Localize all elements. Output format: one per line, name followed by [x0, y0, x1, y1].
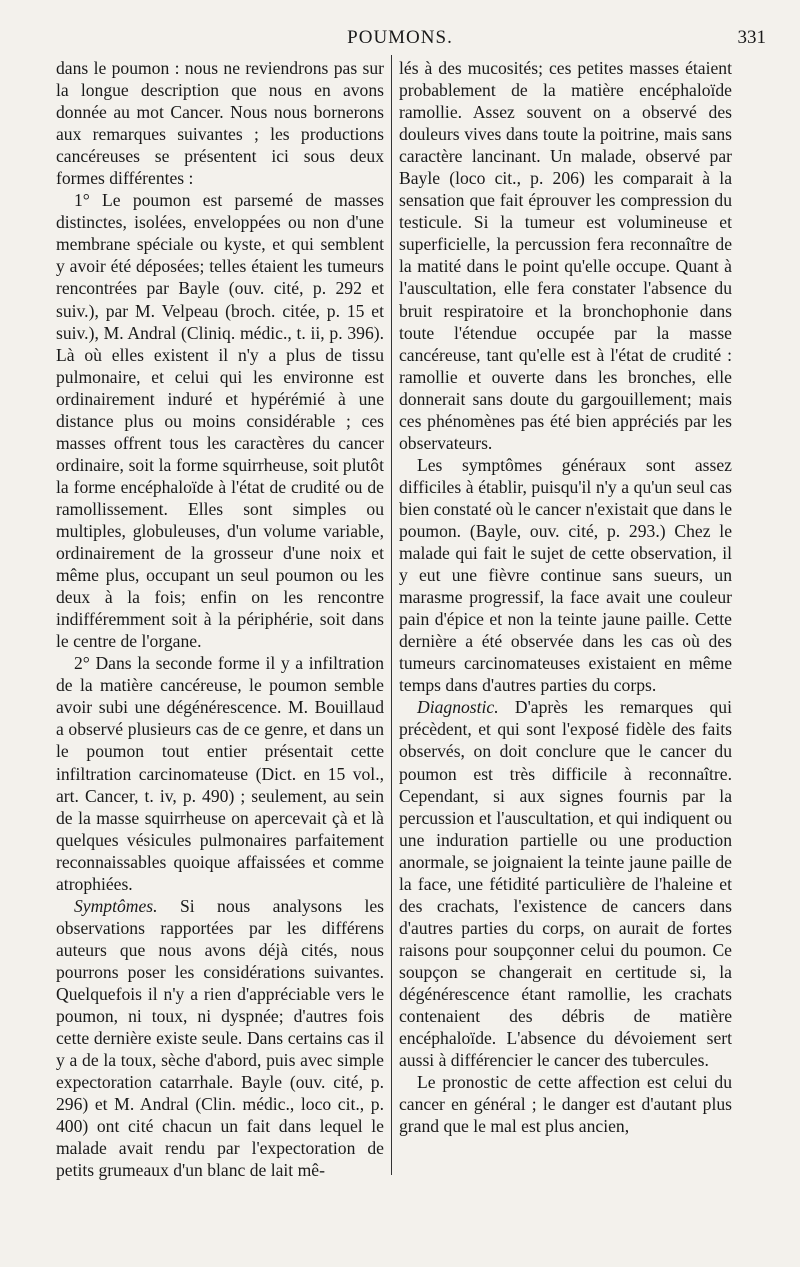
paragraph — [399, 696, 732, 1071]
paragraph: Le pronostic de cette affection est celui du cancer en général ; le danger est d'autant plus grand que le mal est plus ancien, — [399, 1072, 732, 1137]
paragraph-text: D'après les remarques qui précèdent, et qui sont l'exposé fidèle des faits observés, on doit conclure que le cancer du poumon est très difficile à reconnaître. Cependant, si aux signes fournis par la percussion et l'auscultation, et qui indiquent ou une induration partielle ou une production anormale, se joignaient la teinte jaune paille de la face, une fétidité particulière de l'haleine et des crachats, l'existence de cancers dans d'autres parties du corps, on aurait de fortes raisons pour soupçonner celui du poumon. Ce soupçon se changerait en certitude si, la dégénérescence étant ramollie, les crachats contenaient des débris de matière encéphaloïde. L'absence du dévoiement sert aussi à différencier le cancer des tubercules. — [399, 697, 732, 1071]
section-heading: Diagnostic. — [417, 697, 499, 718]
paragraph-text: Si nous analysons les observations rapportées par les différens auteurs que nous avons déjà cités, nous pourrons poser les considérations suivantes. Quelquefois il n'y a rien d'appréciable vers le poumon, ni toux, ni dyspnée; d'autres fois cette dernière existe seule. Dans certains cas il y a de la toux, sèche d'abord, puis avec simple expectoration catarrhale. Bayle (ouv. cité, p. 296) et M. Andral (Clin. médic., loco cit., p. 400) ont cité chacun un fait dans lequel le malade avait rendu par l'expectoration de petits grumeaux d'un blanc de lait mê- — [56, 895, 384, 1181]
column-divider — [391, 55, 392, 1175]
page-number: 331 — [737, 27, 766, 48]
paragraph: 1° Le poumon est parsemé de masses distinctes, isolées, enveloppées ou non d'une membrane spéciale ou kyste, et qui semblent y avoir été déposées; telles étaient les tumeurs rencontrées par Bayle (ouv. cité, p. 292 et suiv.), par M. Velpeau (broch. citée, p. 15 et suiv.), M. Andral (Cliniq. médic., t. ii, p. 396). Là où elles existent il n'y a plus de tissu pulmonaire, et celui qui les environne est ordinairement induré et hypérémié à une distance plus ou moins considérable ; ces masses offrent tous les caractères du cancer ordinaire, soit la forme squirrheuse, soit plutôt la forme encéphaloïde à l'état de crudité ou de ramollissement. Elles sont simples ou multiples, globuleuses, d'un volume variable, ordinairement de la grosseur d'une noix et même plus, occupant un seul poumon ou les deux à la fois; enfin on les rencontre indifféremment soit à la périphérie, soit dans le centre de l'organe. — [56, 190, 384, 652]
paragraph: lés à des mucosités; ces petites masses étaient probablement de la matière encéphaloïde ramollie. Assez souvent on a observé des douleurs vives dans toute la poitrine, mais sans caractère lancinant. Un malade, observé par Bayle (loco cit., p. 206) les comparait à la sensation que fait éprouver les compression du testicule. Si la tumeur est volumineuse et superficielle, la percussion fera reconnaître de la matité dans le point qu'elle occupe. Quant à l'auscultation, elle fera constater l'absence du bruit respiratoire et la bronchophonie dans toute l'étendue occupée par la masse cancéreuse, tant qu'elle est à l'état de crudité : ramollie et ouverte dans les bronches, elle donnerait sans doute du gargouillement; mais ces phénomènes pas été bien appréciés par les observateurs. — [399, 58, 732, 453]
paragraph: 2° Dans la seconde forme il y a infiltration de la matière cancéreuse, le poumon semble avoir subi une dégénérescence. M. Bouillaud a observé plusieurs cas de ce genre, et dans un le poumon tout entier présentait cette infiltration carcinomateuse (Dict. en 15 vol., art. Cancer, t. iv, p. 490) ; seulement, au sein de la masse squirrheuse on apercevait çà et là quelques vésicules pulmonaires parfaitement reconnaissables quoique affaissées et comme atrophiées. — [56, 653, 384, 894]
paragraph — [56, 895, 384, 1182]
page-header — [0, 27, 800, 53]
paragraph: Les symptômes généraux sont assez difficiles à établir, puisqu'il n'y a qu'un seul cas bien constaté où le cancer n'existait que dans le poumon. (Bayle, ouv. cité, p. 293.) Chez le malade qui fait le sujet de cette observation, il y eut une fièvre continue sans sueurs, un marasme progressif, la face avait une couleur pain d'épice et non la teinte jaune paille. Cette dernière a été observée dans les cas où des tumeurs carcinomateuses existaient en même temps dans d'autres parties du corps. — [399, 454, 732, 696]
section-heading: Symptômes. — [74, 895, 158, 916]
left-column — [56, 57, 384, 1181]
right-column — [399, 57, 732, 1137]
running-title: POUMONS. — [347, 27, 453, 48]
paragraph: dans le poumon : nous ne reviendrons pas sur la longue description que nous en avons donnée au mot Cancer. Nous nous bornerons aux remarques suivantes ; les productions cancéreuses se présentent ici sous deux formes différentes : — [56, 58, 384, 189]
